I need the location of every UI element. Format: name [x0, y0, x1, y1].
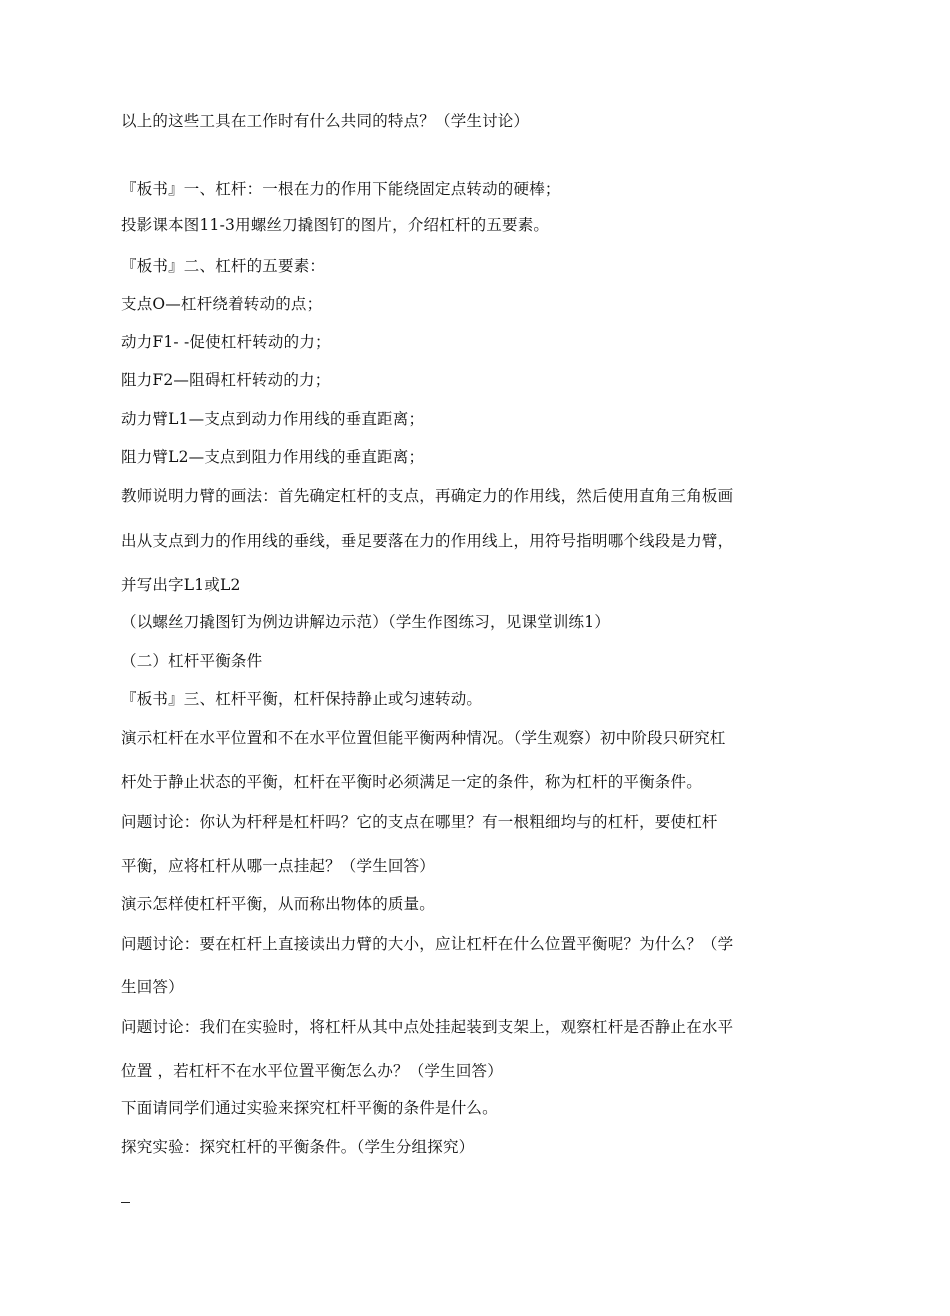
text-line-7: 阻力F2—阻碍杠杆转动的力； [121, 371, 331, 389]
text-line-10: 教师说明力臂的画法：首先确定杠杆的支点，再确定力的作用线，然后使用直角三角板画 [121, 487, 734, 505]
text-line-20: 演示怎样使杠杆平衡，从而称出物体的质量。 [121, 895, 436, 913]
text-line-3: 投影课本图11-3用螺丝刀撬图钉的图片，介绍杠杆的五要素。 [121, 216, 550, 234]
page-end-mark [121, 1202, 130, 1203]
text-line-6: 动力F1- -促使杠杆转动的力； [121, 333, 331, 351]
text-line-8: 动力臂L1—支点到动力作用线的垂直距离； [121, 410, 425, 428]
text-line-9: 阻力臂L2—支点到阻力作用线的垂直距离； [121, 448, 425, 466]
text-line-26: 探究实验：探究杠杆的平衡条件。（学生分组探究） [121, 1138, 475, 1156]
text-line-16: 演示杠杆在水平位置和不在水平位置但能平衡两种情况。（学生观察）初中阶段只研究杠 [121, 729, 726, 747]
text-line-17: 杆处于静止状态的平衡，杠杆在平衡时必须满足一定的条件，称为杠杆的平衡条件。 [121, 773, 702, 791]
text-line-23: 问题讨论：我们在实验时，将杠杆从其中点处挂起装到支架上，观察杠杆是否静止在水平 [121, 1018, 734, 1036]
text-line-14: （二）杠杆平衡条件 [121, 652, 263, 670]
text-line-19: 平衡，应将杠杆从哪一点挂起？（学生回答） [121, 857, 436, 875]
text-line-22: 生回答） [121, 978, 184, 996]
text-line-1: 以上的这些工具在工作时有什么共同的特点？（学生讨论） [121, 112, 530, 130]
text-line-25: 下面请同学们通过实验来探究杠杆平衡的条件是什么。 [121, 1099, 498, 1117]
text-line-2: 『板书』一、杠杆：一根在力的作用下能绕固定点转动的硬棒； [121, 180, 561, 198]
text-line-12: 并写出字L1或L2 [121, 576, 241, 594]
text-line-21: 问题讨论：要在杠杆上直接读出力臂的大小，应让杠杆在什么位置平衡呢？为什么？（学 [121, 935, 734, 953]
text-line-18: 问题讨论：你认为杆秤是杠杆吗？它的支点在哪里？有一根粗细均与的杠杆，要使杠杆 [121, 813, 718, 831]
text-line-24: 位置 ，若杠杆不在水平位置平衡怎么办？（学生回答） [121, 1062, 503, 1080]
text-line-4: 『板书』二、杠杆的五要素： [121, 257, 326, 275]
text-line-15: 『板书』三、杠杆平衡，杠杆保持静止或匀速转动。 [121, 690, 483, 708]
text-line-11: 出从支点到力的作用线的垂线，垂足要落在力的作用线上，用符号指明哪个线段是力臂， [121, 532, 734, 550]
text-line-13: （以螺丝刀撬图钉为例边讲解边示范）（学生作图练习，见课堂训练1） [121, 613, 611, 631]
text-line-5: 支点O—杠杆绕着转动的点； [121, 295, 323, 313]
